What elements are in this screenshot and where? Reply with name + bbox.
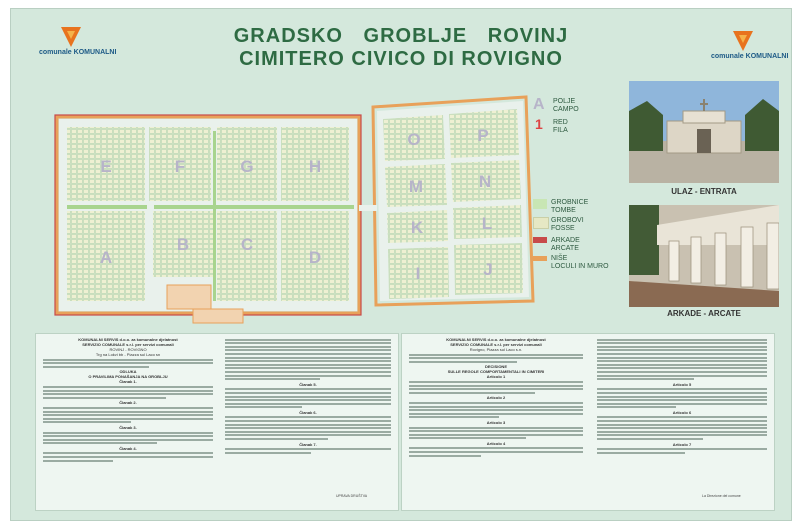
legend-row-hr: RED <box>553 119 568 126</box>
article-heading: Članak 5. <box>299 381 317 387</box>
logo-brand: comunale <box>39 49 72 56</box>
cemetery-board <box>10 8 792 521</box>
signature: UPRAVA DRUŠTVA <box>336 494 368 498</box>
article-heading: Articolo 3 <box>486 419 506 425</box>
chapel <box>167 285 211 309</box>
signature: La Direzione del comune <box>702 494 741 498</box>
field-label-G: G <box>240 157 254 176</box>
article-heading: Articolo 1 <box>486 374 506 380</box>
decision-heading: ODLUKA <box>119 369 137 375</box>
legend-label-niches-hr: NIŠE <box>551 255 568 262</box>
field-label-A: A <box>99 248 113 267</box>
svg-text:I <box>416 264 421 283</box>
svg-text:K <box>411 218 424 237</box>
legend-label-graves-hr: GROBOVI <box>551 217 584 224</box>
svg-text:F <box>175 157 185 176</box>
company-city: ROVINJ - ROVIGNO <box>109 347 147 352</box>
svg-text:L <box>482 214 492 233</box>
regulation-panel-croatian <box>35 333 399 511</box>
photo-entrance-caption: ULAZ - ENTRATA <box>671 187 737 196</box>
article-heading: Članak 1. <box>119 379 137 385</box>
legend-swatch-tombs <box>533 199 547 209</box>
legend-row-it: FILA <box>553 127 568 134</box>
company-line-1: KOMUNALNI SERVIS d.o.o. za komunalne djelatnost <box>446 337 546 342</box>
logo-brand-2: KOMUNALNI <box>745 53 789 60</box>
field-label-M: M <box>408 177 424 196</box>
article-heading: Articolo 4 <box>486 440 506 446</box>
title-croatian: GRADSKO GROBLJE ROVINJ <box>233 25 569 47</box>
article-heading: Članak 3. <box>119 424 137 430</box>
svg-text:G <box>240 157 253 176</box>
decision-subheading: SULLE REGOLE COMPORTAMENTALI IN CIMITERI <box>447 369 545 375</box>
svg-text:E <box>100 157 111 176</box>
article-heading: Članak 7. <box>299 441 317 447</box>
article-heading: Articolo 7 <box>672 441 692 447</box>
logo-brand-2: KOMUNALNI <box>73 49 117 56</box>
title-italian: CIMITERO CIVICO DI ROVIGNO <box>239 48 563 70</box>
article-heading: Članak 2. <box>119 400 137 406</box>
field-label-O: O <box>407 130 421 149</box>
legend-label-tombs-it: TOMBE <box>551 207 576 214</box>
field-label-J: J <box>483 260 493 279</box>
legend-field-it: CAMPO <box>553 106 579 113</box>
field-label-K: K <box>410 218 424 237</box>
regulation-panel-italian <box>401 333 775 511</box>
decision-heading: DECISIONE <box>484 364 507 370</box>
article-heading: Articolo 6 <box>672 409 692 415</box>
field-label-P: P <box>477 126 489 145</box>
article-heading: Articolo 5 <box>672 381 692 387</box>
legend-field-letter: A <box>533 96 545 113</box>
company-address: Rovigno, Piazza sul Laco s.n. <box>469 347 523 352</box>
field-label-I: I <box>415 264 421 283</box>
svg-text:D <box>309 248 321 267</box>
company-line-2: SERVIZIO COMUNALE s.r.l. per servizi comunali <box>450 342 542 347</box>
field-label-N: N <box>478 172 492 191</box>
company-address: Trg na Lokvi bb - Piazza sul Laco sn <box>95 352 161 357</box>
legend-swatch-arcades <box>533 237 547 243</box>
legend-swatch-niches <box>533 256 547 261</box>
svg-text:C <box>241 235 253 254</box>
legend-label-arcades-hr: ARKADE <box>551 237 580 244</box>
svg-text:M <box>409 177 423 196</box>
article-heading: Članak 4. <box>119 445 137 451</box>
photo-arcades-caption: ARKADE - ARCATE <box>667 309 741 318</box>
field-label-F: F <box>174 157 186 176</box>
legend-label-arcades-it: ARCATE <box>551 245 579 252</box>
svg-text:O <box>407 130 420 149</box>
legend-swatch-graves <box>533 217 549 229</box>
svg-text:A <box>100 248 112 267</box>
logo-brand: comunale <box>711 53 744 60</box>
svg-text:N <box>479 172 491 191</box>
legend-field-hr: POLJE <box>553 98 576 105</box>
field-label-C: C <box>240 235 254 254</box>
svg-text:H <box>309 157 321 176</box>
legend-label-graves-it: FOSSE <box>551 225 575 232</box>
field-label-B: B <box>176 235 190 254</box>
field-label-H: H <box>308 157 322 176</box>
article-heading: Članak 6. <box>299 409 317 415</box>
article-heading: Articolo 2 <box>486 395 506 401</box>
svg-text:B <box>177 235 189 254</box>
field-label-E: E <box>100 157 112 176</box>
company-line-1: KOMUNALNI SERVIS d.o.o. za komunalne djelatnost <box>78 337 178 342</box>
field-C <box>217 211 277 301</box>
field-label-D: D <box>308 248 322 267</box>
company-line-2: SERVIZIO COMUNALE s.r.l. per servizi comunali <box>82 342 174 347</box>
svg-text:P <box>477 126 488 145</box>
field-label-L: L <box>481 214 493 233</box>
legend-label-niches-it: LOCULI IN MURO <box>551 263 609 270</box>
legend-label-tombs-hr: GROBNICE <box>551 199 589 206</box>
legend-row-number: 1 <box>535 116 543 132</box>
photo-arcades <box>629 205 779 307</box>
decision-subheading: O PRAVILIMA PONAŠANJA NA GROBLJU <box>88 374 168 380</box>
svg-text:J <box>483 260 492 279</box>
photo-entrance <box>629 81 779 183</box>
